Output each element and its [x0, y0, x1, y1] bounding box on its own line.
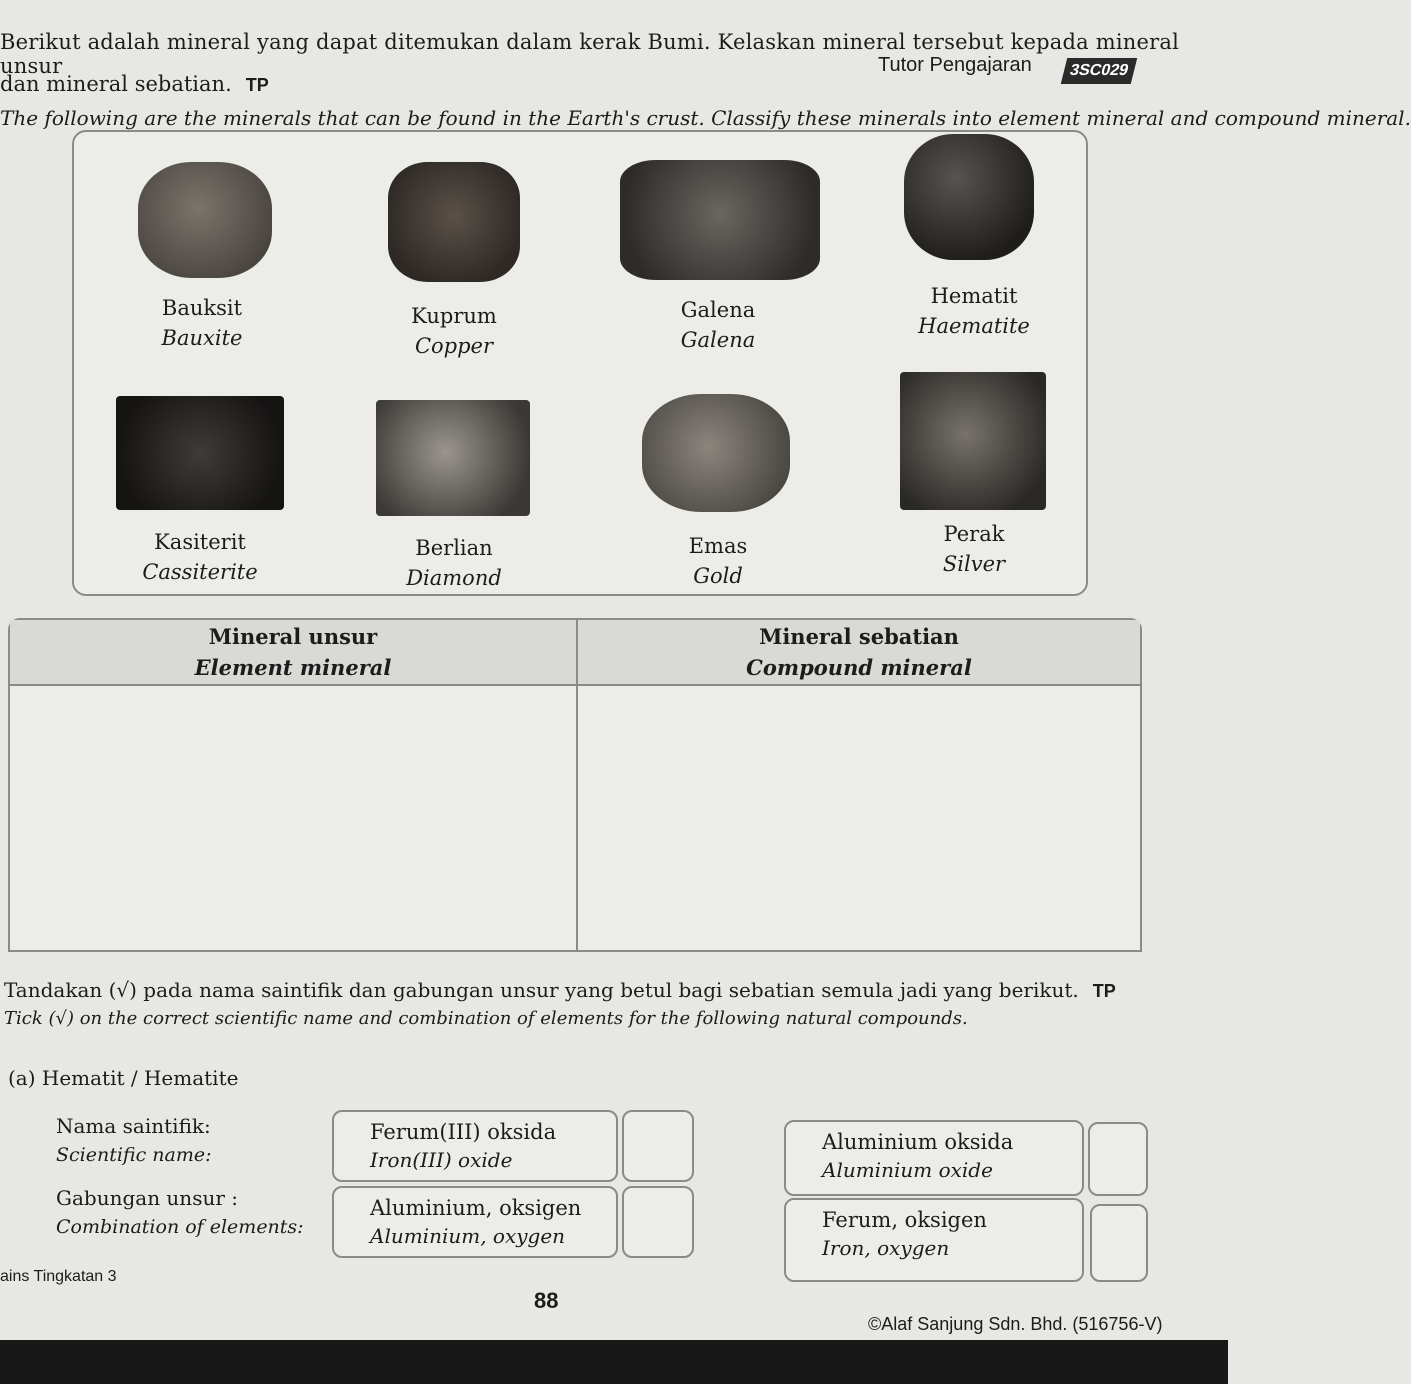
- mineral-label-haematite: Hematit Haematite: [918, 284, 1030, 338]
- mineral-label-diamond: Berlian Diamond: [406, 536, 502, 590]
- diamond-photo: [376, 400, 530, 516]
- mineral-label-gold: Emas Gold: [688, 534, 748, 588]
- tick-box-sci-aluminium-oxide[interactable]: [1088, 1122, 1148, 1196]
- comb-option-iron-oxygen: Ferum, oksigen Iron, oxygen: [784, 1198, 1084, 1282]
- footer-copyright: ©Alaf Sanjung Sdn. Bhd. (516756-V): [868, 1314, 1163, 1334]
- tick-box-comb-iron-oxygen[interactable]: [1090, 1204, 1148, 1282]
- silver-photo: [900, 372, 1046, 510]
- footer-subject: ains Tingkatan 3: [0, 1268, 117, 1285]
- tutor-code-badge: 3SC029: [1061, 58, 1137, 84]
- gold-photo: [642, 394, 790, 512]
- bauxite-photo: [138, 162, 272, 278]
- haematite-photo: [904, 134, 1034, 260]
- tick-box-sci-iron-oxide[interactable]: [622, 1110, 694, 1182]
- comb-option-aluminium-oxygen: Aluminium, oksigen Aluminium, oxygen: [332, 1186, 618, 1258]
- question-part-a: (a) Hematit / Hematite: [8, 1066, 239, 1090]
- tick-box-comb-aluminium-oxygen[interactable]: [622, 1186, 694, 1258]
- compound-mineral-header: Mineral sebatian Compound mineral: [578, 620, 1140, 686]
- sci-option-aluminium-oxide: Aluminium oksida Aluminium oxide: [784, 1120, 1084, 1196]
- element-mineral-column: [8, 618, 578, 952]
- scientific-name-label: Nama saintifik: Scientific name:: [56, 1114, 212, 1166]
- element-mineral-answer-area[interactable]: [10, 686, 576, 948]
- page-number: 88: [534, 1288, 559, 1313]
- tp-badge: TP: [245, 75, 269, 95]
- classification-table: [8, 618, 1140, 948]
- mineral-label-galena: Galena Galena: [680, 298, 756, 352]
- galena-photo: [620, 160, 820, 280]
- tutor-label: Tutor Pengajaran: [878, 54, 1032, 76]
- question-instruction-en: Tick (√) on the correct scientific name and combination of elements for the following natural compounds.: [4, 1008, 968, 1029]
- compound-mineral-column: [576, 618, 1142, 952]
- sci-option-iron-oxide: Ferum(III) oksida Iron(III) oxide: [332, 1110, 618, 1182]
- compound-mineral-answer-area[interactable]: [578, 686, 1140, 948]
- mineral-label-bauxite: Bauksit Bauxite: [161, 296, 243, 350]
- page-shadow: [0, 1340, 1228, 1384]
- copper-photo: [388, 162, 520, 282]
- element-mineral-header: Mineral unsur Element mineral: [10, 620, 576, 686]
- instruction-ms-line1: Berikut adalah mineral yang dapat ditemukan dalam kerak Bumi. Kelaskan mineral tersebut kepada mineral unsur: [0, 30, 1179, 78]
- instruction-en: The following are the minerals that can be found in the Earth's crust. Classify these minerals into element mineral and compound mineral.: [0, 106, 1411, 130]
- question-instruction-ms: Tandakan (√) pada nama saintifik dan gabungan unsur yang betul bagi sebatian semula jadi yang berikut. TP: [4, 978, 1116, 1002]
- instruction-ms-line2: [0, 72, 269, 96]
- mineral-label-silver: Perak Silver: [942, 522, 1006, 576]
- instruction-ms-line2-text: dan mineral sebatian.: [0, 72, 232, 96]
- cassiterite-photo: [116, 396, 284, 510]
- tp-badge-2: TP: [1092, 981, 1116, 1001]
- combination-label: Gabungan unsur : Combination of elements:: [56, 1186, 304, 1238]
- mineral-label-copper: Kuprum Copper: [411, 304, 497, 358]
- mineral-label-cassiterite: Kasiterit Cassiterite: [142, 530, 258, 584]
- mineral-gallery: [72, 130, 1088, 596]
